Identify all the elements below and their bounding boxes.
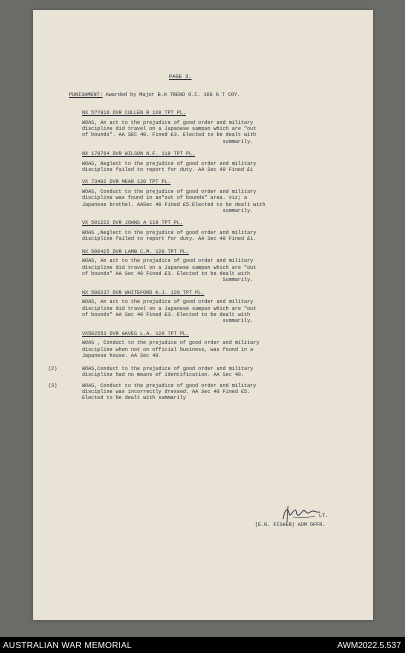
entry-title: NX 500425 DVR LAMB C.M. 120 TPT PL. xyxy=(82,248,189,255)
footer-bar xyxy=(0,637,405,653)
entry-line: discipline did travel on a Japanese sampan which are "out xyxy=(82,305,257,312)
item-number: (3) xyxy=(48,382,58,389)
entry-line: of bounds". AA SEC 40. Fined £3. Elected to be dealt with xyxy=(82,132,257,139)
entry-line: WOAS ,Neglect to the prejudice of good order and military xyxy=(82,230,257,236)
item-number: (2) xyxy=(48,366,58,373)
entry-line: WOAS, An act to the prejudice of good order and military xyxy=(82,299,254,306)
entry-line: summarily. xyxy=(82,318,254,325)
punishment-heading xyxy=(69,92,240,98)
entry-line: of bounds" AA Sec 40 Fined £3. Elected to be dealt with xyxy=(82,311,251,318)
item-line: discipline had no means of identification. AA Sec 40. xyxy=(82,372,245,379)
entry-line: Japanese brothel. AASec 40 Fined £5.Elected to be dealt with xyxy=(82,201,266,208)
item-line: discipline was incorrectly dressed. AA Sec 40 Fined £5. xyxy=(82,388,251,395)
entry-title: NX 179764 DVR WILSON N.F. 119 TPT PL. xyxy=(82,150,196,157)
item-line: WOAS, Conduct to the prejudice of good order and military xyxy=(82,382,257,389)
entry-line: discipline did travel on a Japanese sampan which are "out xyxy=(82,126,257,133)
entry-line: discipline failed to report for duty. AA Sec 40 Fined £1 xyxy=(82,167,254,173)
item-line: Elected to be dealt with summarily xyxy=(82,395,186,402)
entry-title: VX 73402 DVR MEAR 120 TPT PL. xyxy=(82,179,171,186)
entry-line: discipline was found in an"out of bounds" area. viz; a xyxy=(82,195,248,202)
entry-title: VX502553 DVR GAVES L.A. 120 TPT PL. xyxy=(82,330,189,337)
entry-line: discipline did travel on a Japanese sampan which are "out xyxy=(82,264,257,271)
entry-title: NX 5??816 DVR CULLEN R 120 TPT PL. xyxy=(82,110,186,116)
footer-accession-number: AWM2022.5.537 xyxy=(337,640,401,650)
page-heading: PAGE 3. xyxy=(169,74,192,80)
entry-line: discipline when not on official business, was found in a xyxy=(82,346,254,353)
entry-line: summarily. xyxy=(82,138,254,145)
entry-line: of bounds" AA Sec 40 Fined £3. Elected to be dealt with xyxy=(82,270,251,277)
document-page xyxy=(33,10,373,620)
typed-text xyxy=(33,10,373,620)
entry-title: VX 501222 DVR JOHNS A 119 TPT PL. xyxy=(82,220,183,227)
entry-line: WOAS, Neglect to the prejudice of good order and military xyxy=(82,160,257,167)
entry-line: Summarily. xyxy=(82,277,254,284)
entry-line: WOAS , Conduct to the prejudice of good order and military xyxy=(82,340,260,347)
awarded-by: Awarded by Major B.H TREND O.C. 168 G T COY. xyxy=(102,92,241,98)
signature-name: (E.R. FISHER) ADM OFFR. xyxy=(255,522,326,528)
entry-line: WOAS, Conduct to the prejudice of good order and military xyxy=(82,189,257,196)
entry-title: NX 500237 DVR WHITEFORD K.J. 120 TPT PL. xyxy=(82,289,205,296)
entry-line: summarily. xyxy=(82,207,254,214)
signature-rank: LT. xyxy=(319,513,329,519)
punishment-label: PUNISHMENT: xyxy=(69,92,103,98)
footer-institution: AUSTRALIAN WAR MEMORIAL xyxy=(3,640,132,650)
item-line: WOAS,Conduct to the prejudice of good order and military xyxy=(82,366,254,373)
entry-line: WOAS, An act to the prejudice of good order and military xyxy=(82,258,254,265)
signature-scribble xyxy=(279,503,323,525)
entry-line: Japanese house. AA Sec 40. xyxy=(82,352,162,359)
entry-line: discipline failed to report for duty. AA Sec 40 Fined £1. xyxy=(82,236,257,243)
entry-line: WOAS, An act to the prejudice of good order and military xyxy=(82,119,254,126)
